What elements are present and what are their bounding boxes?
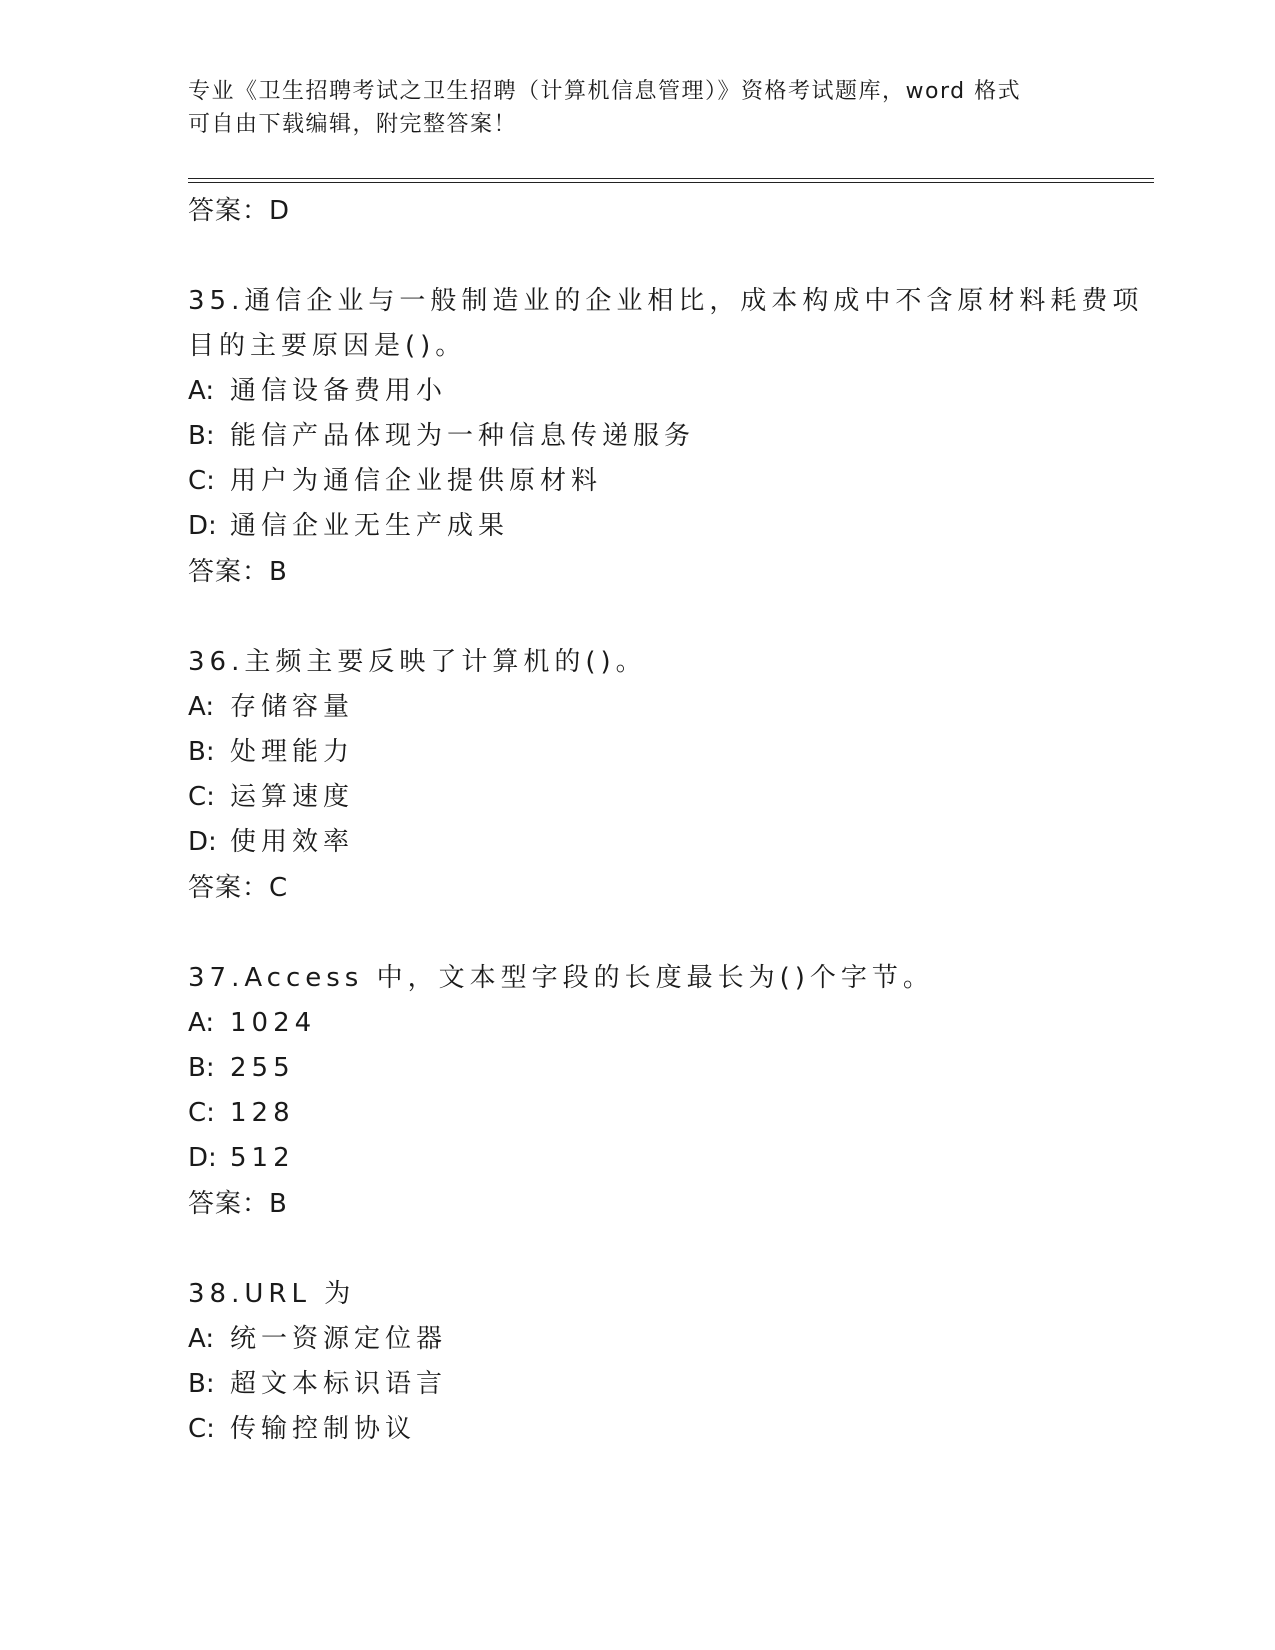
option-a [188, 685, 1148, 730]
question-list [188, 188, 1148, 1452]
option-text: 使用效率 [230, 827, 355, 857]
option-c [188, 775, 1148, 820]
answer-line: 答案：B [188, 1189, 288, 1219]
option-d [188, 1136, 1148, 1181]
option-key: A: [188, 692, 215, 722]
option-a [188, 369, 1148, 414]
option-key: D: [188, 1143, 217, 1173]
option-text: 通信设备费用小 [230, 376, 448, 406]
question-stem-line: 37.Access 中，文本型字段的长度最长为()个字节。 [188, 963, 934, 993]
option-text: 处理能力 [230, 737, 355, 767]
option-text: 超文本标识语言 [230, 1369, 448, 1399]
option-key: D: [188, 827, 217, 857]
header-line-1: 专业《卫生招聘考试之卫生招聘（计算机信息管理）》资格考试题库，word 格式 [188, 79, 1022, 104]
document-header [188, 75, 1088, 141]
question-item [188, 279, 1148, 595]
option-a [188, 1317, 1148, 1362]
option-key: A: [188, 376, 215, 406]
header-line-2: 可自由下载编辑，附完整答案！ [188, 112, 518, 137]
option-key: B: [188, 1053, 215, 1083]
option-c [188, 459, 1148, 504]
option-key: C: [188, 782, 215, 812]
option-text: 255 [230, 1053, 295, 1083]
question-stem-line: 36.主频主要反映了计算机的()。 [188, 647, 647, 677]
option-b [188, 1046, 1148, 1091]
option-text: 通信企业无生产成果 [230, 511, 510, 541]
option-key: C: [188, 1414, 215, 1444]
option-text: 传输控制协议 [230, 1414, 417, 1444]
option-key: A: [188, 1008, 215, 1038]
answer-line: 答案：D [188, 196, 291, 226]
question-stem [188, 279, 1148, 369]
question-stem-line: 目的主要原因是()。 [188, 331, 467, 361]
answer-line: 答案：C [188, 873, 289, 903]
option-b [188, 1362, 1148, 1407]
header-divider-top [188, 178, 1154, 179]
option-b [188, 414, 1148, 459]
question-stem [188, 640, 1148, 685]
question-stem-line: 35.通信企业与一般制造业的企业相比，成本构成中不含原材料耗费项 [188, 286, 1144, 316]
option-text: 128 [230, 1098, 295, 1128]
option-key: B: [188, 1369, 215, 1399]
question-item [188, 1272, 1148, 1452]
option-key: A: [188, 1324, 215, 1354]
question-stem [188, 956, 1148, 1001]
option-d [188, 504, 1148, 549]
question-stem-line: 38.URL 为 [188, 1279, 356, 1309]
answer-line: 答案：B [188, 557, 288, 587]
option-key: C: [188, 466, 215, 496]
option-text: 运算速度 [230, 782, 355, 812]
option-key: B: [188, 421, 215, 451]
option-b [188, 730, 1148, 775]
header-divider-bottom [188, 182, 1154, 183]
option-c [188, 1407, 1148, 1452]
option-d [188, 820, 1148, 865]
option-text: 用户为通信企业提供原材料 [230, 466, 603, 496]
option-text: 存储容量 [230, 692, 355, 722]
option-key: D: [188, 511, 217, 541]
option-key: B: [188, 737, 215, 767]
question-item [188, 640, 1148, 911]
option-key: C: [188, 1098, 215, 1128]
option-text: 1024 [230, 1008, 317, 1038]
option-a [188, 1001, 1148, 1046]
option-text: 能信产品体现为一种信息传递服务 [230, 421, 696, 451]
question-stem [188, 1272, 1148, 1317]
option-c [188, 1091, 1148, 1136]
question-item [188, 956, 1148, 1227]
option-text: 统一资源定位器 [230, 1324, 448, 1354]
option-text: 512 [230, 1143, 295, 1173]
